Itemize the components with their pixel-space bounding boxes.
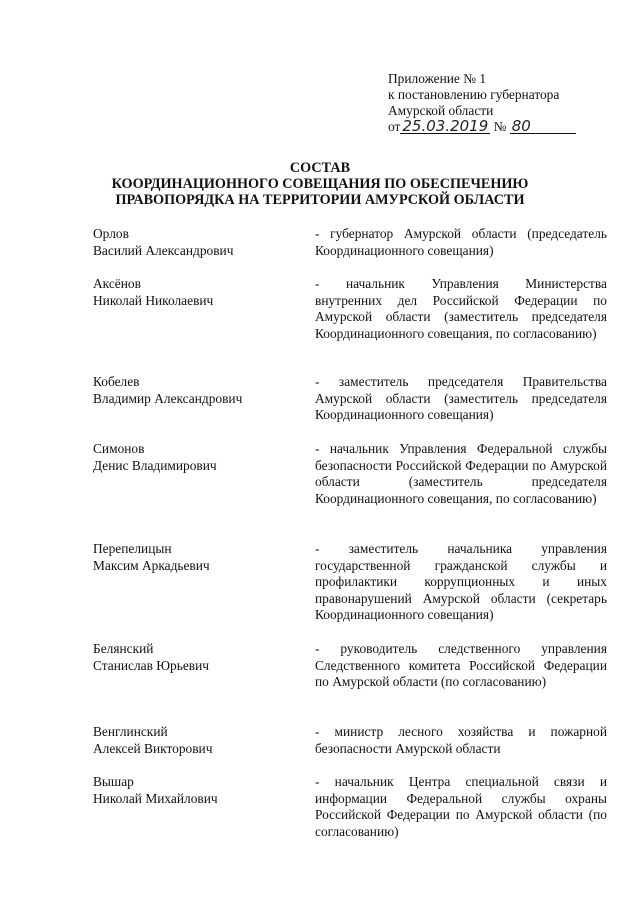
member-given-names: Максим Аркадьевич — [93, 557, 210, 573]
member-role: - заместитель начальника управления государственной гражданской службы и профилактики коррупционных и иных правонарушений Амурской области (секретарь Координационного совещания) — [315, 541, 607, 622]
member-name — [93, 724, 303, 757]
member-surname: Орлов — [93, 226, 129, 241]
member-surname: Кобелев — [93, 374, 140, 389]
title-line-1: СОСТАВ — [289, 160, 351, 176]
member-surname: Перепелицын — [93, 541, 172, 556]
handwritten-date: 25.03.2019 — [402, 117, 489, 135]
document-title — [100, 160, 540, 208]
member-role: - заместитель председателя Правительства Амурской области (заместитель председателя Координационного совещания) — [315, 374, 607, 422]
handwritten-number: 80 — [510, 119, 576, 134]
appendix-date-line — [388, 119, 628, 135]
member-role: - министр лесного хозяйства и пожарной безопасности Амурской области — [315, 724, 607, 756]
member-name — [93, 441, 303, 474]
appendix-region: Амурской области — [388, 103, 494, 118]
member-given-names: Василий Александрович — [93, 242, 234, 258]
member-surname: Белянский — [93, 641, 154, 656]
title-line-2: КООРДИНАЦИОННОГО СОВЕЩАНИЯ ПО ОБЕСПЕЧЕНИЮ — [111, 176, 529, 192]
member-given-names: Денис Владимирович — [93, 457, 217, 473]
appendix-header — [388, 71, 628, 135]
member-surname: Аксёнов — [93, 276, 141, 291]
member-surname: Вышар — [93, 774, 134, 789]
member-name — [93, 276, 303, 309]
date-prefix: от — [388, 119, 401, 134]
member-role: - губернатор Амурской области (председатель Координационного совещания) — [315, 226, 607, 258]
member-name — [93, 541, 303, 574]
member-name — [93, 774, 303, 807]
member-given-names: Николай Михайлович — [93, 790, 218, 806]
member-name — [93, 641, 303, 674]
member-role: - начальник Управления Федеральной службы безопасности Российской Федерации по Амурской области (заместитель председателя Координационного совещания, по согласованию) — [315, 441, 607, 506]
title-line-3: ПРАВОПОРЯДКА НА ТЕРРИТОРИИ АМУРСКОЙ ОБЛАСТИ — [115, 192, 525, 208]
member-given-names: Станислав Юрьевич — [93, 657, 210, 673]
member-given-names: Владимир Александрович — [93, 390, 243, 406]
member-surname: Венглинский — [93, 724, 168, 739]
member-role: - начальник Управления Министерства внутренних дел Российской Федерации по Амурской области (заместитель председателя Координационного совещания, по согласованию) — [315, 276, 607, 341]
member-given-names: Алексей Викторович — [93, 740, 213, 756]
appendix-number: Приложение № 1 — [388, 71, 487, 86]
member-role: - начальник Центра специальной связи и информации Федеральной службы охраны Российской Федерации по Амурской области (по согласованию) — [315, 774, 607, 839]
member-name — [93, 374, 303, 407]
appendix-reference: к постановлению губернатора — [388, 87, 560, 102]
member-given-names: Николай Николаевич — [93, 292, 214, 308]
number-prefix: № — [493, 119, 507, 134]
member-surname: Симонов — [93, 441, 145, 456]
member-name — [93, 226, 303, 259]
member-role: - руководитель следственного управления Следственного комитета Российской Федерации по Амурской области (по согласованию) — [315, 641, 607, 689]
